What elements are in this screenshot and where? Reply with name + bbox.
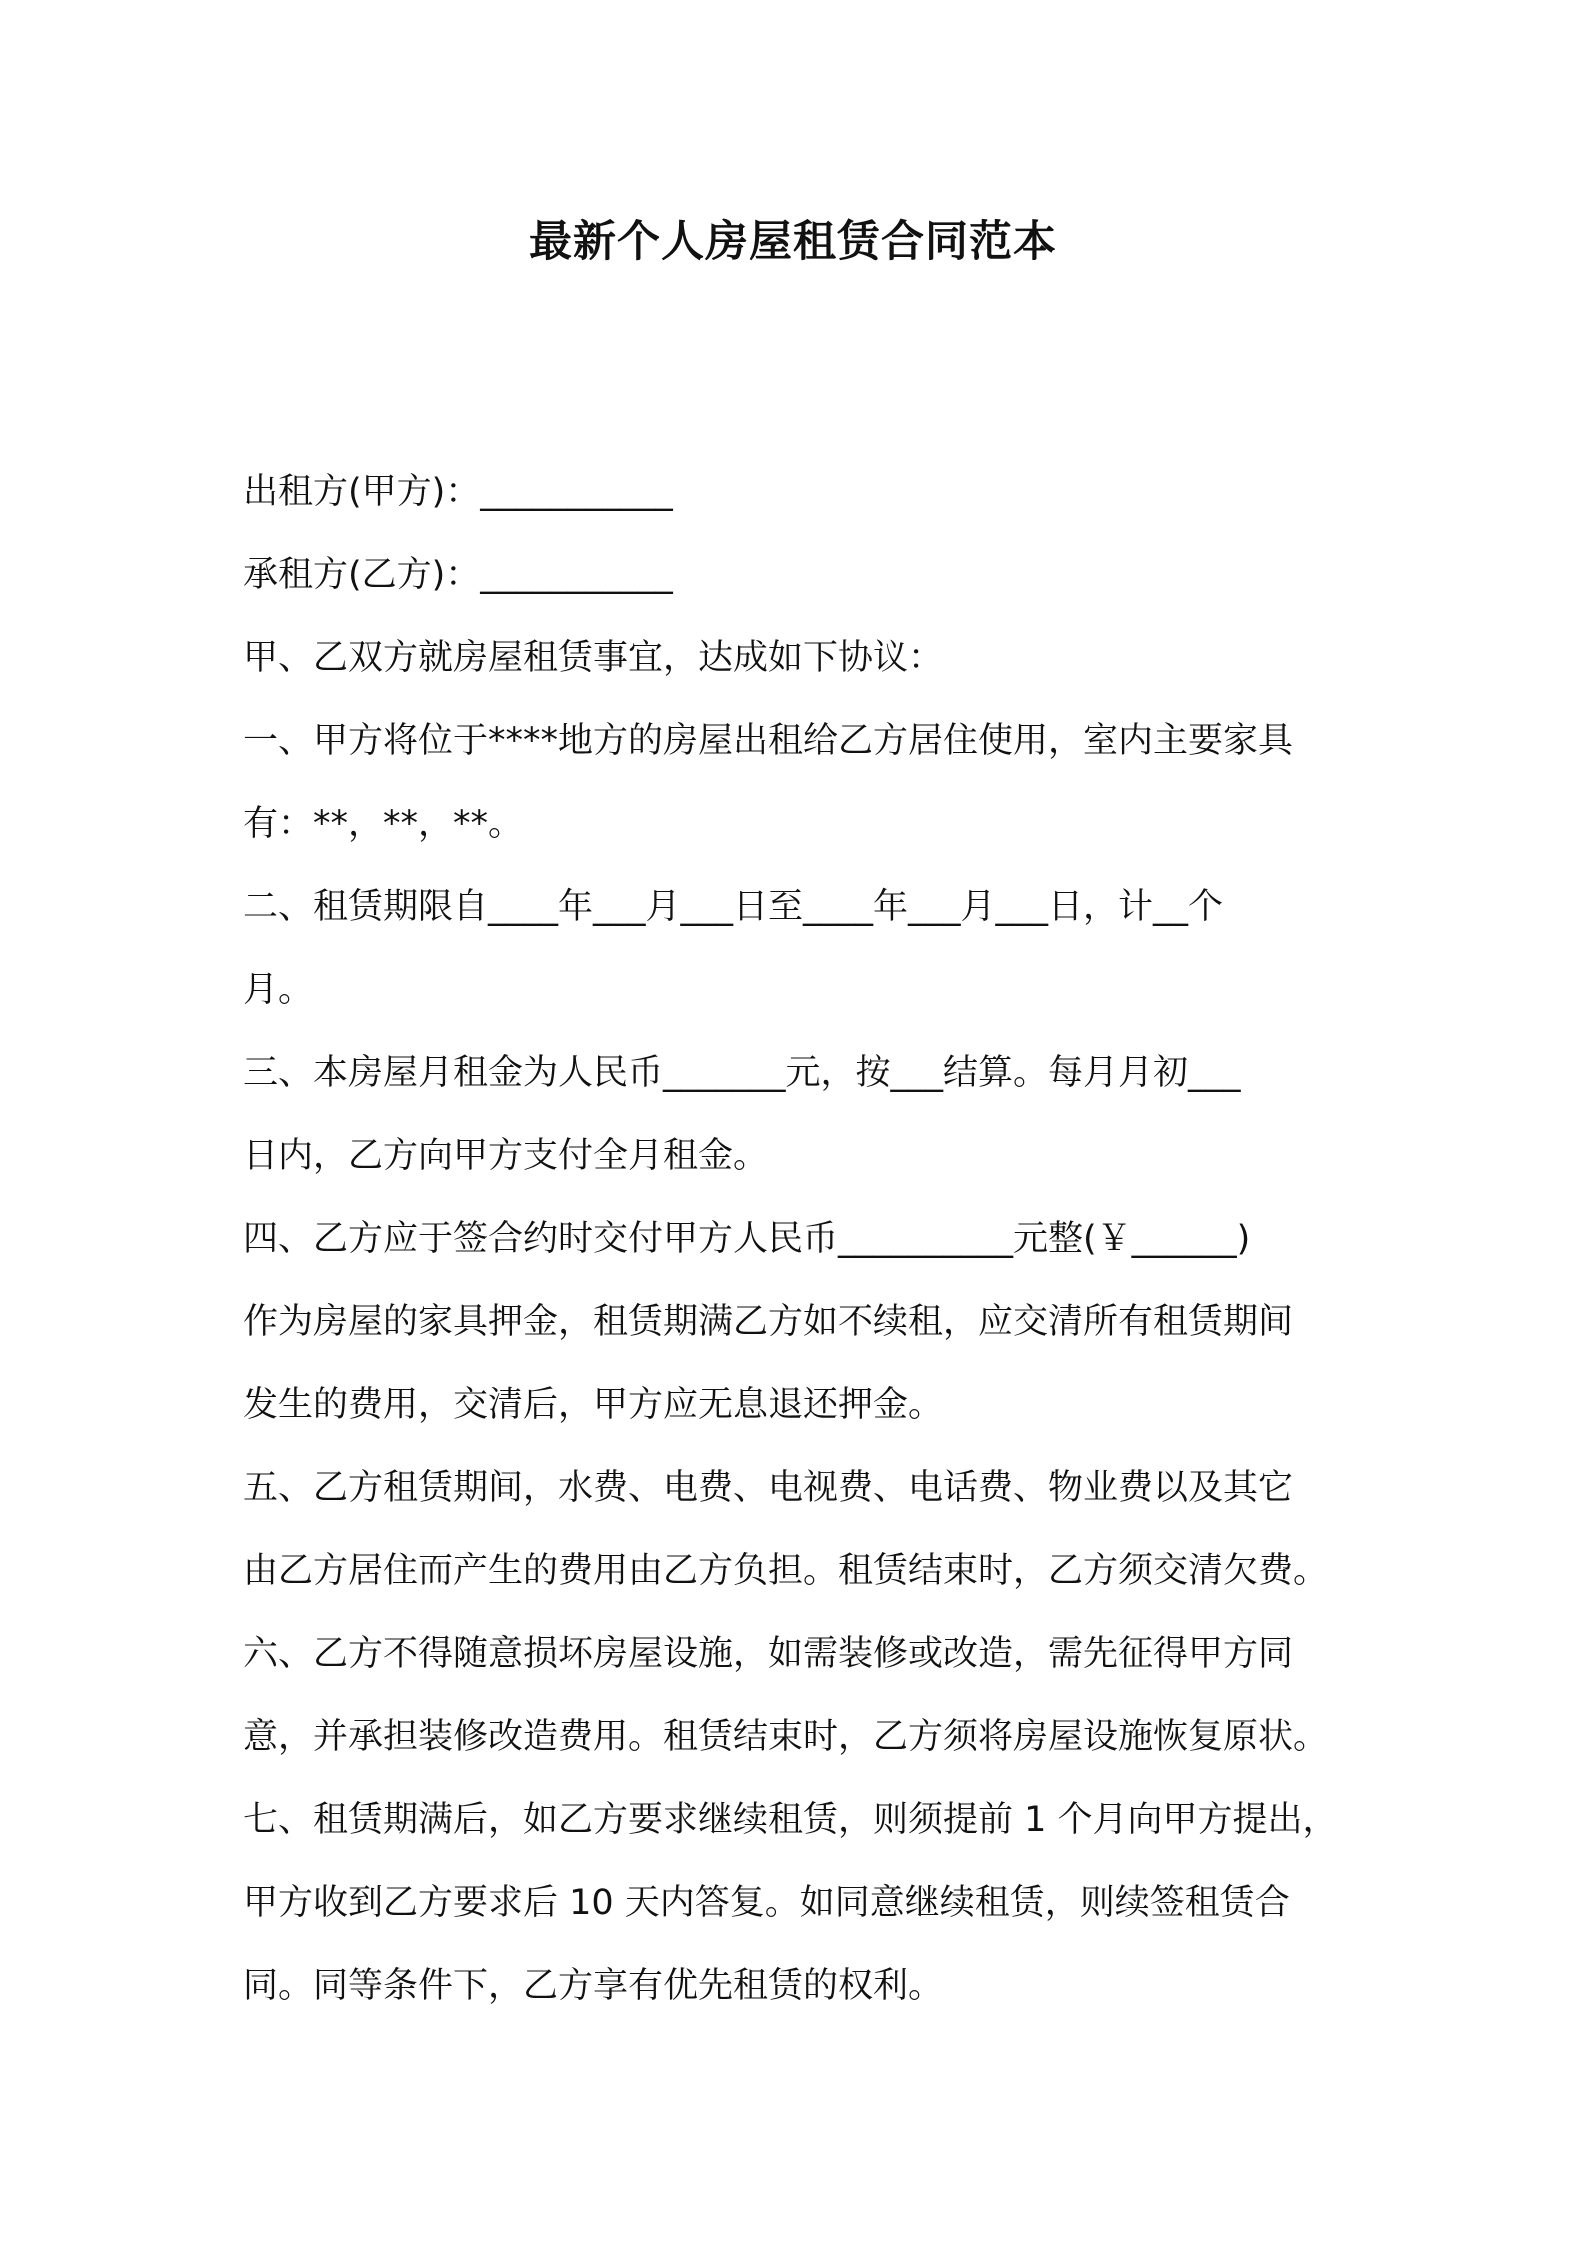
clause-7-line-2: 甲方收到乙方要求后 10 天内答复。如同意继续租赁，则续签租赁合	[243, 1883, 1290, 1923]
clause-3-line-2: 日内，乙方向甲方支付全月租金。	[243, 1136, 769, 1176]
clause-7-line-1: 七、租赁期满后，如乙方要求继续租赁，则须提前 1 个月向甲方提出，	[243, 1800, 1338, 1840]
clause-4-line-2: 作为房屋的家具押金，租赁期满乙方如不续租，应交清所有租赁期间	[243, 1302, 1294, 1342]
clause-2-line-1: 二、租赁期限自____年___月___日至____年___月___日，计__个	[243, 887, 1224, 927]
clause-1-line-1: 一、甲方将位于****地方的房屋出租给乙方居住使用，室内主要家具	[243, 721, 1294, 761]
contract-body	[243, 451, 1353, 2028]
agreement-intro: 甲、乙双方就房屋租赁事宜，达成如下协议：	[243, 638, 944, 678]
clause-3-line-1: 三、本房屋月租金为人民币_______元，按___结算。每月月初___	[243, 1053, 1241, 1093]
document-title: 最新个人房屋租赁合同范本	[529, 217, 1057, 267]
clause-6-line-2: 意，并承担装修改造费用。租赁结束时，乙方须将房屋设施恢复原状。	[243, 1717, 1329, 1757]
lessor-line: 出租方(甲方)：___________	[243, 472, 673, 512]
clause-5-line-1: 五、乙方租赁期间，水费、电费、电视费、电话费、物业费以及其它	[243, 1468, 1294, 1508]
clause-1-line-2: 有：**，**，**。	[243, 804, 524, 844]
clause-4-line-1: 四、乙方应于签合约时交付甲方人民币__________元整(￥______)	[243, 1219, 1251, 1259]
clause-7-line-3: 同。同等条件下，乙方享有优先租赁的权利。	[243, 1966, 944, 2006]
lessee-line: 承租方(乙方)：___________	[243, 555, 673, 595]
clause-5-line-2: 由乙方居住而产生的费用由乙方负担。租赁结束时，乙方须交清欠费。	[243, 1551, 1329, 1591]
clause-4-line-3: 发生的费用，交清后，甲方应无息退还押金。	[243, 1385, 944, 1425]
clause-6-line-1: 六、乙方不得随意损坏房屋设施，如需装修或改造，需先征得甲方同	[243, 1634, 1294, 1674]
clause-2-line-2: 月。	[243, 970, 314, 1010]
